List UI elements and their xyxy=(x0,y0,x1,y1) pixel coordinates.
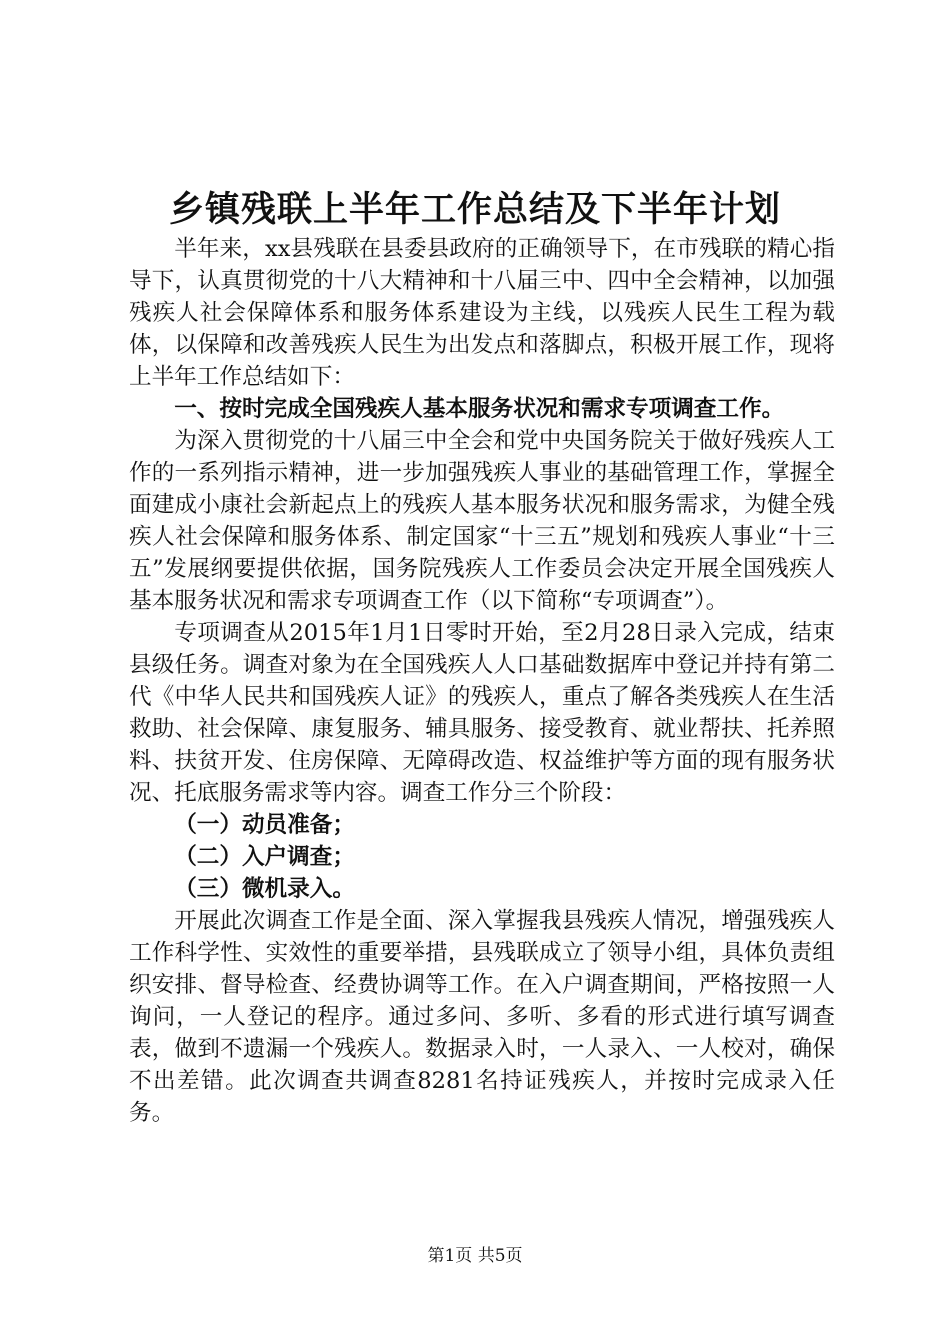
stage-item: （二）入户调查； xyxy=(174,844,355,870)
section-heading: 一、按时完成全国残疾人基本服务状况和需求专项调查工作。 xyxy=(174,396,785,422)
paragraph-survey-scope: 专项调查从2015年1月1日零时开始，至2月28日录入完成，结束县级任务。调查对象为在全国残疾人人口基础数据库中登记并持有第二代《中华人民共和国残疾人证》的残疾人，重点了解各类残疾人在生活救助、社会保障、康复服务、辅具服务、接受教育、就业帮扶、托养照料、扶贫开发、住房保障、无障碍改造、权益维护等方面的现有服务状况、托底服务需求等内容。调查工作分三个阶段： xyxy=(129,620,835,806)
paragraph-background: 为深入贯彻党的十八届三中全会和党中央国务院关于做好残疾人工作的一系列指示精神，进一步加强残疾人事业的基础管理工作，掌握全面建成小康社会新起点上的残疾人基本服务状况和服务需求，为健全残疾人社会保障和服务体系、制定国家“十三五”规划和残疾人事业“十三五”发展纲要提供依据，国务院残疾人工作委员会决定开展全国残疾人基本服务状况和需求专项调查工作（以下简称“专项调查”）。 xyxy=(129,428,835,614)
document-body xyxy=(129,233,835,1129)
page-title: 乡镇残联上半年工作总结及下半年计划 xyxy=(168,190,781,230)
paragraph-implementation: 开展此次调查工作是全面、深入掌握我县残疾人情况，增强残疾人工作科学性、实效性的重要举措，县残联成立了领导小组，具体负责组织安排、督导检查、经费协调等工作。在入户调查期间，严格按照一人询问，一人登记的程序。通过多问、多听、多看的形式进行填写调查表，做到不遗漏一个残疾人。数据录入时，一人录入、一人校对，确保不出差错。此次调查共调查8281名持证残疾人，并按时完成录入任务。 xyxy=(129,908,835,1126)
page-number: 第1页 共5页 xyxy=(427,1246,523,1266)
paragraph-intro: 半年来，xx县残联在县委县政府的正确领导下，在市残联的精心指导下，认真贯彻党的十八大精神和十八届三中、四中全会精神，以加强残疾人社会保障体系和服务体系建设为主线，以残疾人民生工程为载体，以保障和改善残疾人民生为出发点和落脚点，积极开展工作，现将上半年工作总结如下： xyxy=(129,236,835,390)
stage-item: （一）动员准备； xyxy=(174,812,355,838)
stage-item: （三）微机录入。 xyxy=(174,876,355,902)
